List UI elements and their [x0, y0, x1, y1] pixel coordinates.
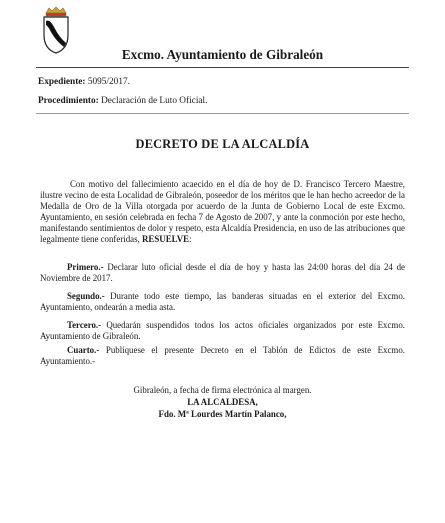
- item-segundo: [40, 291, 405, 313]
- page-title: Excmo. Ayuntamiento de Gibraleón: [121, 47, 324, 62]
- expediente-label: Expediente:: [38, 77, 86, 87]
- expediente-value: 5095/2017.: [85, 77, 130, 87]
- item-tercero: [40, 320, 405, 342]
- decree-title: DECRETO DE LA ALCALDÍA: [135, 137, 310, 151]
- item-label: Primero.-: [67, 262, 104, 272]
- meta-divider: [36, 113, 409, 114]
- intro-paragraph: [40, 179, 405, 245]
- item-label: Tercero.-: [67, 320, 102, 330]
- intro-end: :: [189, 234, 192, 244]
- item-cuarto: [40, 345, 405, 367]
- item-text: Durante todo este tiempo, las banderas situadas en el exterior del Excmo. Ayuntamiento, ondearán a media asta.: [40, 291, 405, 312]
- procedimiento-label: Procedimiento:: [38, 96, 99, 106]
- item-text: Publíquese el presente Decreto en el Tablón de Edictos de este Excmo. Ayuntamiento.-: [40, 345, 405, 366]
- item-text: Declarar luto oficial desde el día de hoy y hasta las 24:00 horas del día 24 de Noviembre de 2017.: [40, 262, 405, 283]
- signature-name: Fdo. Mª Lourdes Martín Palanco,: [158, 409, 287, 419]
- item-label: Segundo.-: [67, 291, 105, 301]
- header-divider: [36, 67, 409, 68]
- expediente-line: [38, 77, 130, 87]
- item-primero: [40, 262, 405, 284]
- procedimiento-value: Declaración de Luto Oficial.: [98, 96, 208, 106]
- item-label: Cuarto.-: [67, 345, 100, 355]
- intro-text: Con motivo del fallecimiento acaecido en el día de hoy de D. Francisco Tercero Maestre, ilustre vecino de esta Localidad de Gibraleón, poseedor de los méritos que le han hecho acreedor de la Medalla de Oro de la Villa otorgada por acuerdo de la Junta de Gobierno Local de este Excmo. Ayuntamiento, en sesión celebrada en fecha 7 de Agosto de 2007, y ante la conmoción por este hecho, manifestando sentimientos de dolor y respeto, esta Alcaldía Presidencia, en uso de las atribuciones que legalmente tiene conferidas,: [40, 179, 405, 244]
- signature-place-date: Gibraleón, a fecha de firma electrónica al margen.: [133, 385, 312, 395]
- resuelve-keyword: RESUELVE: [142, 234, 190, 244]
- item-text: Quedarán suspendidos todos los actos oficiales organizados por este Excmo. Ayuntamiento de Gibraleón.: [40, 320, 405, 341]
- procedimiento-line: [38, 96, 207, 106]
- signature-role: LA ALCALDESA,: [187, 397, 258, 407]
